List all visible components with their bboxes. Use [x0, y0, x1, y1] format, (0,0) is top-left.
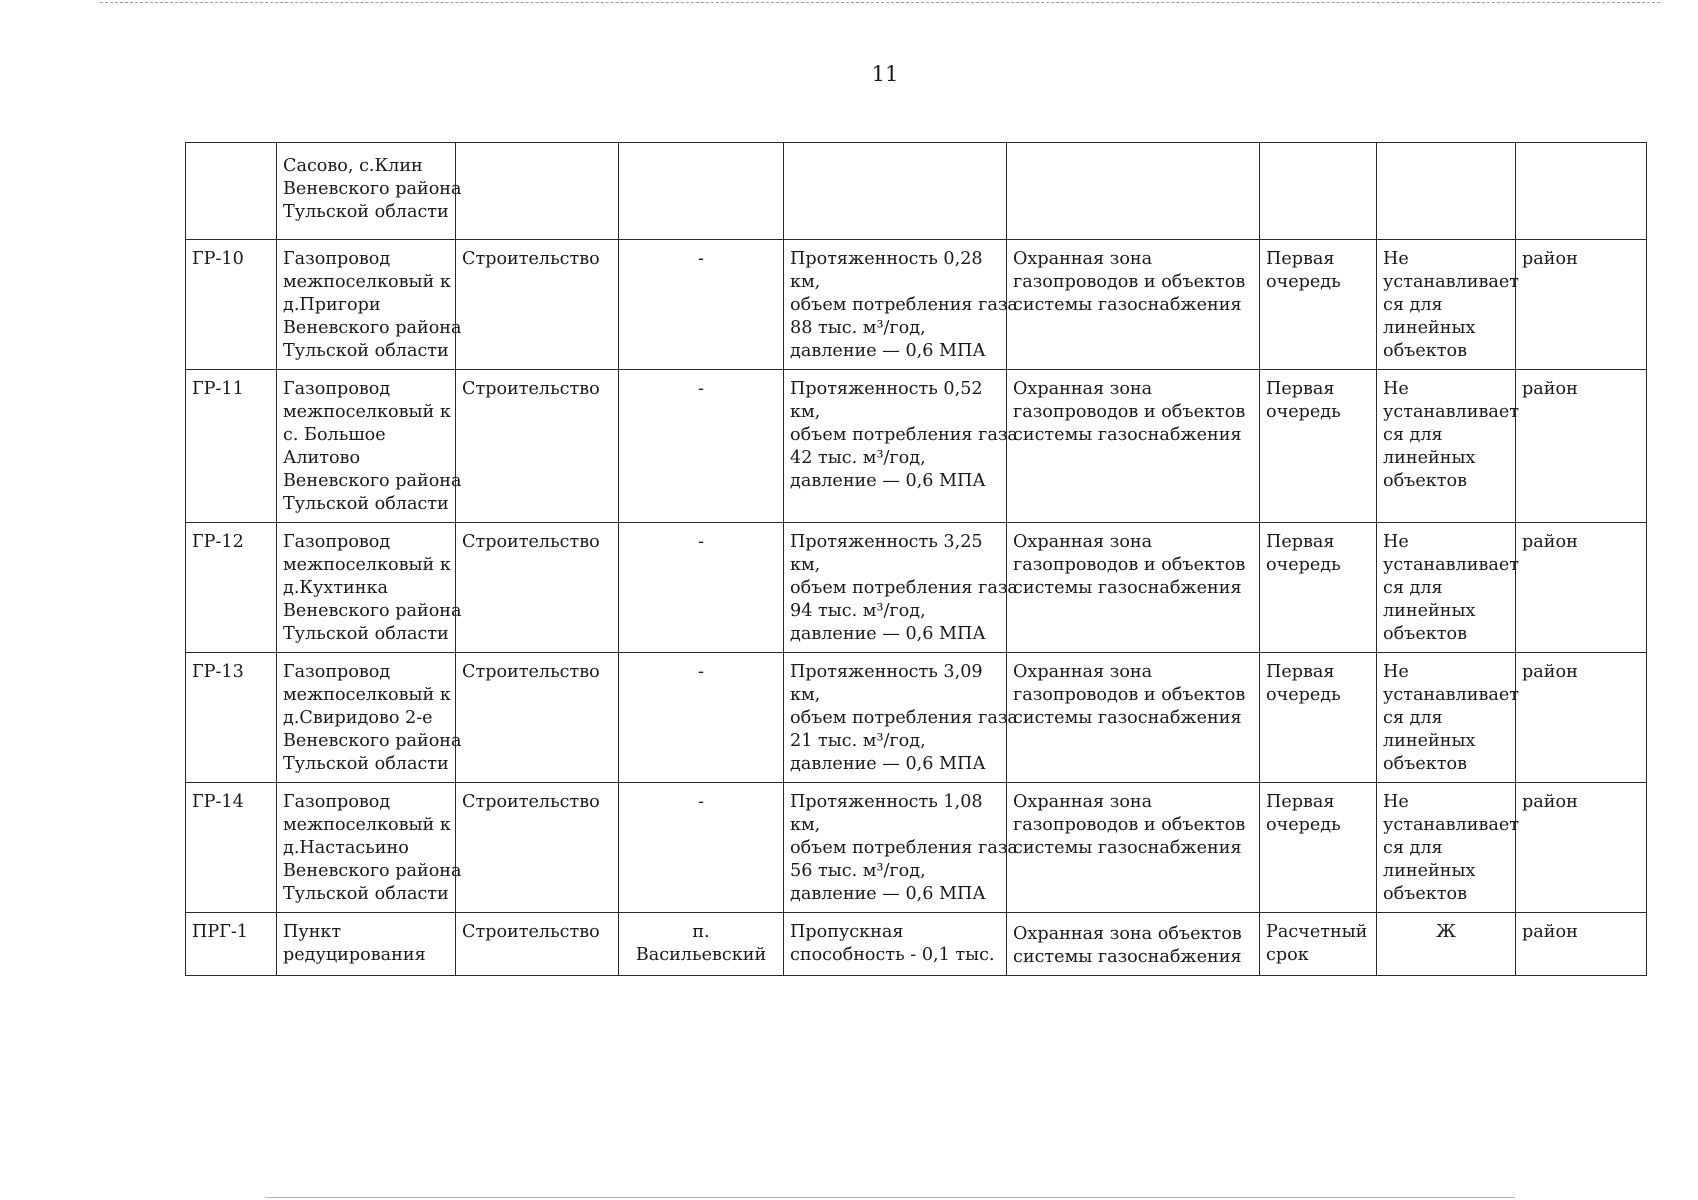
cell-line: Не [1383, 379, 1409, 399]
cell-line: объектов [1383, 884, 1468, 904]
cell-line: Охранная зона [1013, 379, 1153, 399]
cell-work-type: Строительство [456, 653, 619, 783]
cell-line: объектов [1383, 624, 1468, 644]
cell-line: системы газоснабжения [1013, 425, 1242, 445]
cell-line: Тульской области [283, 202, 449, 222]
cell-significance-level [1516, 143, 1647, 240]
cell-protection-zone [1007, 653, 1260, 783]
cell-line: Сасово, с.Клин [283, 156, 423, 176]
cell-line: 88 тыс. м³/год, [790, 318, 926, 338]
cell-code: ГР-13 [186, 653, 277, 783]
cell-line: Не [1383, 532, 1409, 552]
cell-characteristics [784, 240, 1018, 370]
cell-line: Первая [1266, 792, 1335, 812]
cell-location: - [619, 240, 784, 370]
cell-line: срок [1266, 945, 1309, 965]
cell-significance-level: район [1516, 913, 1647, 976]
cell-location: - [619, 370, 784, 523]
cell-line: Веневского района [283, 861, 462, 881]
cell-line: системы газоснабжения [1013, 708, 1242, 728]
cell-line: Первая [1266, 249, 1335, 269]
table-row [186, 913, 1647, 976]
scan-edge-top [100, 2, 1660, 4]
cell-line: устанавливает [1383, 555, 1519, 575]
cell-line: объем потребления газа [790, 708, 1018, 728]
cell-line: межпоселковый к [283, 555, 451, 575]
cell-zone-size [1377, 913, 1516, 976]
page-number: 11 [871, 62, 899, 86]
cell-line: Расчетный [1266, 922, 1368, 942]
cell-object-name [277, 913, 456, 976]
cell-code: ГР-12 [186, 523, 277, 653]
cell-code: ПРГ-1 [186, 913, 277, 976]
cell-line: Веневского района [283, 318, 462, 338]
cell-line: ся для [1383, 838, 1443, 858]
cell-line: Тульской области [283, 884, 449, 904]
cell-line: ся для [1383, 708, 1443, 728]
cell-line: очередь [1266, 555, 1341, 575]
cell-line: Пункт [283, 922, 342, 942]
cell-line: Веневского района [283, 471, 462, 491]
cell-line: Протяженность 1,08 [790, 792, 983, 812]
cell-work-type: Строительство [456, 523, 619, 653]
cell-characteristics [784, 370, 1018, 523]
cell-stage [1260, 913, 1377, 976]
cell-line: объем потребления газа [790, 295, 1018, 315]
cell-line: объем потребления газа [790, 578, 1018, 598]
cell-object-name [277, 523, 462, 653]
cell-line: способность - 0,1 тыс. [790, 945, 995, 965]
cell-line: линейных [1383, 861, 1476, 881]
cell-line: д.Кухтинка [283, 578, 388, 598]
cell-zone-size [1377, 523, 1519, 653]
cell-work-type: Строительство [456, 913, 619, 976]
cell-line: км, [790, 685, 821, 705]
cell-line: давление — 0,6 МПА [790, 624, 986, 644]
cell-line: ся для [1383, 578, 1443, 598]
cell-line: очередь [1266, 815, 1341, 835]
table-row [186, 653, 1647, 783]
cell-line: объем потребления газа [790, 425, 1018, 445]
cell-line: системы газоснабжения [1013, 947, 1242, 967]
cell-line: Тульской области [283, 341, 449, 361]
cell-characteristics [784, 653, 1018, 783]
cell-line: очередь [1266, 685, 1341, 705]
cell-object-name [277, 783, 462, 913]
cell-code: ГР-11 [186, 370, 277, 523]
cell-line: с. Большое [283, 425, 386, 445]
cell-line: системы газоснабжения [1013, 838, 1242, 858]
cell-line: км, [790, 402, 821, 422]
gas-objects-table [185, 142, 1647, 976]
cell-code: ГР-10 [186, 240, 277, 370]
cell-line: Веневского района [283, 601, 462, 621]
cell-work-type: Строительство [456, 370, 619, 523]
cell-line: 21 тыс. м³/год, [790, 731, 926, 751]
table-row [186, 240, 1647, 370]
cell-protection-zone [1007, 240, 1260, 370]
cell-line: системы газоснабжения [1013, 295, 1242, 315]
cell-work-type [456, 143, 619, 240]
cell-line: Протяженность 3,09 [790, 662, 983, 682]
cell-line: системы газоснабжения [1013, 578, 1242, 598]
table-row [186, 143, 1647, 240]
cell-protection-zone [1007, 913, 1260, 976]
cell-line: межпоселковый к [283, 402, 451, 422]
cell-line: давление — 0,6 МПА [790, 754, 986, 774]
cell-line: Газопровод [283, 532, 391, 552]
cell-work-type: Строительство [456, 783, 619, 913]
cell-significance-level: район [1516, 653, 1647, 783]
cell-object-name [277, 370, 462, 523]
cell-line: устанавливает [1383, 815, 1519, 835]
cell-line: межпоселковый к [283, 272, 451, 292]
cell-line: Охранная зона [1013, 662, 1153, 682]
cell-line: км, [790, 815, 821, 835]
cell-location: - [619, 783, 784, 913]
cell-line: Газопровод [283, 792, 391, 812]
cell-line: Охранная зона [1013, 532, 1153, 552]
cell-line: Не [1383, 662, 1409, 682]
cell-code [186, 143, 277, 240]
cell-work-type: Строительство [456, 240, 619, 370]
cell-significance-level: район [1516, 523, 1647, 653]
cell-characteristics [784, 913, 1007, 976]
cell-line: ся для [1383, 295, 1443, 315]
cell-line: Протяженность 0,28 [790, 249, 983, 269]
cell-location [619, 143, 784, 240]
cell-line: давление — 0,6 МПА [790, 341, 986, 361]
cell-line: Тульской области [283, 494, 449, 514]
cell-line: линейных [1383, 731, 1476, 751]
cell-line: д.Пригори [283, 295, 381, 315]
cell-line: газопроводов и объектов [1013, 685, 1246, 705]
cell-protection-zone [1007, 783, 1260, 913]
cell-line: Веневского района [283, 179, 462, 199]
cell-line: Первая [1266, 532, 1335, 552]
cell-line: Не [1383, 249, 1409, 269]
cell-characteristics [784, 783, 1018, 913]
cell-line: Первая [1266, 379, 1335, 399]
cell-protection-zone [1007, 370, 1260, 523]
cell-line: устанавливает [1383, 272, 1519, 292]
table-body [186, 143, 1647, 976]
cell-code: ГР-14 [186, 783, 277, 913]
cell-line: Охранная зона [1013, 249, 1153, 269]
cell-protection-zone [1007, 143, 1260, 240]
cell-line: линейных [1383, 448, 1476, 468]
cell-line: Охранная зона объектов [1013, 924, 1242, 944]
cell-line: Ж [1436, 922, 1456, 942]
cell-line: Газопровод [283, 662, 391, 682]
cell-line: очередь [1266, 272, 1341, 292]
cell-line: 94 тыс. м³/год, [790, 601, 926, 621]
cell-line: линейных [1383, 318, 1476, 338]
cell-line: Пропускная [790, 922, 904, 942]
cell-line: устанавливает [1383, 402, 1519, 422]
cell-line: км, [790, 272, 821, 292]
cell-zone-size [1377, 240, 1519, 370]
cell-line: газопроводов и объектов [1013, 272, 1246, 292]
cell-stage [1260, 143, 1377, 240]
cell-line: редуцирования [283, 945, 426, 965]
cell-object-name [277, 653, 462, 783]
cell-object-name [277, 143, 462, 240]
cell-line: объектов [1383, 471, 1468, 491]
cell-line: межпоселковый к [283, 685, 451, 705]
cell-stage [1260, 653, 1377, 783]
cell-significance-level: район [1516, 783, 1647, 913]
cell-zone-size [1377, 783, 1519, 913]
cell-line: газопроводов и объектов [1013, 555, 1246, 575]
cell-line: объектов [1383, 754, 1468, 774]
table-row [186, 783, 1647, 913]
cell-line: давление — 0,6 МПА [790, 471, 986, 491]
cell-zone-size [1377, 653, 1519, 783]
cell-stage [1260, 370, 1377, 523]
cell-line: ся для [1383, 425, 1443, 445]
cell-line: Протяженность 0,52 [790, 379, 983, 399]
cell-line: Протяженность 3,25 [790, 532, 983, 552]
cell-line: Тульской области [283, 624, 449, 644]
cell-significance-level: район [1516, 240, 1647, 370]
cell-line: Алитово [283, 448, 361, 468]
cell-stage [1260, 783, 1377, 913]
cell-line: д.Свиридово 2-е [283, 708, 433, 728]
cell-line: Газопровод [283, 249, 391, 269]
cell-stage [1260, 240, 1377, 370]
cell-line: 56 тыс. м³/год, [790, 861, 926, 881]
table-row [186, 523, 1647, 653]
cell-protection-zone [1007, 523, 1260, 653]
cell-location: - [619, 523, 784, 653]
cell-line: межпоселковый к [283, 815, 451, 835]
cell-line: линейных [1383, 601, 1476, 621]
cell-line: Первая [1266, 662, 1335, 682]
cell-line: км, [790, 555, 821, 575]
cell-line: газопроводов и объектов [1013, 815, 1246, 835]
cell-characteristics [784, 523, 1018, 653]
cell-line: устанавливает [1383, 685, 1519, 705]
cell-line: объектов [1383, 341, 1468, 361]
cell-line: давление — 0,6 МПА [790, 884, 986, 904]
cell-zone-size [1377, 370, 1519, 523]
cell-line: Тульской области [283, 754, 449, 774]
table-row [186, 370, 1647, 523]
cell-object-name [277, 240, 462, 370]
cell-location: п. Васильевский [619, 913, 784, 976]
cell-line: 42 тыс. м³/год, [790, 448, 926, 468]
cell-location: - [619, 653, 784, 783]
cell-line: Охранная зона [1013, 792, 1153, 812]
cell-stage [1260, 523, 1377, 653]
cell-zone-size [1377, 143, 1516, 240]
cell-line: объем потребления газа [790, 838, 1018, 858]
scan-edge-bottom [265, 1197, 1515, 1198]
cell-characteristics [784, 143, 1007, 240]
cell-line: Газопровод [283, 379, 391, 399]
cell-line: Веневского района [283, 731, 462, 751]
cell-line: д.Настасьино [283, 838, 409, 858]
cell-significance-level: район [1516, 370, 1647, 523]
cell-line: газопроводов и объектов [1013, 402, 1246, 422]
cell-line: очередь [1266, 402, 1341, 422]
cell-line: Не [1383, 792, 1409, 812]
